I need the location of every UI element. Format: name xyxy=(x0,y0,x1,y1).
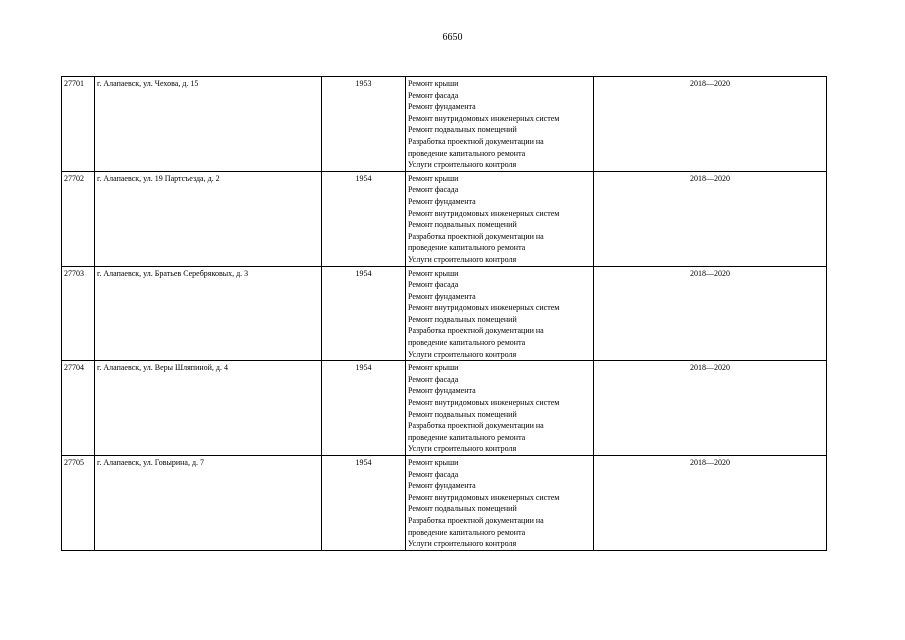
work-item: Ремонт подвальных помещений xyxy=(408,504,517,514)
work-item: Ремонт фасада xyxy=(408,469,459,479)
work-item: Ремонт фундамента xyxy=(408,102,476,112)
table-row xyxy=(62,77,827,172)
table-row xyxy=(62,266,827,361)
table-row xyxy=(62,456,827,551)
row-number: 27705 xyxy=(62,456,95,551)
construction-year: 1954 xyxy=(322,456,406,551)
repair-period: 2018—2020 xyxy=(594,171,827,266)
repair-works-list xyxy=(406,77,594,172)
repair-period: 2018—2020 xyxy=(594,456,827,551)
work-item: Разработка проектной документации на xyxy=(408,136,544,146)
repair-works-list xyxy=(406,456,594,551)
work-item: проведение капитального ремонта xyxy=(408,432,526,442)
table-row xyxy=(62,171,827,266)
work-item: Ремонт фундамента xyxy=(408,481,476,491)
work-item: Услуги строительного контроля xyxy=(408,254,517,264)
row-number: 27702 xyxy=(62,171,95,266)
work-item: Ремонт подвальных помещений xyxy=(408,220,517,230)
work-item: Услуги строительного контроля xyxy=(408,160,517,170)
repair-period: 2018—2020 xyxy=(594,77,827,172)
work-item: Ремонт подвальных помещений xyxy=(408,314,517,324)
repair-works-list xyxy=(406,266,594,361)
work-item: Ремонт внутридомовых инженерных систем xyxy=(408,208,560,218)
repair-works-list xyxy=(406,361,594,456)
table-body xyxy=(62,77,827,551)
work-item: Ремонт крыши xyxy=(408,363,459,373)
work-item: Ремонт крыши xyxy=(408,79,459,88)
work-item: Разработка проектной документации на xyxy=(408,515,544,525)
repair-schedule-table xyxy=(61,76,827,551)
building-address: г. Алапаевск, ул. 19 Партсъезда, д. 2 xyxy=(95,171,322,266)
building-address: г. Алапаевск, ул. Чехова, д. 15 xyxy=(95,77,322,172)
work-item: Ремонт внутридомовых инженерных систем xyxy=(408,398,560,408)
work-item: проведение капитального ремонта xyxy=(408,243,526,253)
work-item: проведение капитального ремонта xyxy=(408,148,526,158)
repair-period: 2018—2020 xyxy=(594,361,827,456)
work-item: Ремонт внутридомовых инженерных систем xyxy=(408,113,560,123)
work-item: Ремонт фундамента xyxy=(408,386,476,396)
construction-year: 1953 xyxy=(322,77,406,172)
work-item: Ремонт подвальных помещений xyxy=(408,125,517,135)
work-item: Ремонт фасада xyxy=(408,185,459,195)
work-item: Услуги строительного контроля xyxy=(408,444,517,454)
row-number: 27704 xyxy=(62,361,95,456)
work-item: Ремонт фундамента xyxy=(408,291,476,301)
row-number: 27703 xyxy=(62,266,95,361)
work-item: проведение капитального ремонта xyxy=(408,527,526,537)
work-item: Ремонт фасада xyxy=(408,374,459,384)
work-item: Ремонт крыши xyxy=(408,458,459,467)
construction-year: 1954 xyxy=(322,171,406,266)
page-number: 6650 xyxy=(442,32,463,43)
repair-period: 2018—2020 xyxy=(594,266,827,361)
work-item: Ремонт подвальных помещений xyxy=(408,409,517,419)
work-item: Услуги строительного контроля xyxy=(408,539,517,549)
work-item: Ремонт внутридомовых инженерных систем xyxy=(408,303,560,313)
work-item: Ремонт внутридомовых инженерных систем xyxy=(408,492,560,502)
construction-year: 1954 xyxy=(322,361,406,456)
row-number: 27701 xyxy=(62,77,95,172)
work-item: Услуги строительного контроля xyxy=(408,349,517,359)
work-item: Ремонт фасада xyxy=(408,90,459,100)
work-item: Разработка проектной документации на xyxy=(408,421,544,431)
table-row xyxy=(62,361,827,456)
work-item: Ремонт фундамента xyxy=(408,196,476,206)
construction-year: 1954 xyxy=(322,266,406,361)
work-item: Ремонт крыши xyxy=(408,268,459,278)
work-item: Разработка проектной документации на xyxy=(408,231,544,241)
work-item: Разработка проектной документации на xyxy=(408,326,544,336)
work-item: Ремонт крыши xyxy=(408,173,459,183)
building-address: г. Алапаевск, ул. Братьев Серебряковых, д. 3 xyxy=(95,266,322,361)
work-item: проведение капитального ремонта xyxy=(408,338,526,348)
repair-works-list xyxy=(406,171,594,266)
building-address: г. Алапаевск, ул. Говырина, д. 7 xyxy=(95,456,322,551)
work-item: Ремонт фасада xyxy=(408,280,459,290)
building-address: г. Алапаевск, ул. Веры Шляпиной, д. 4 xyxy=(95,361,322,456)
